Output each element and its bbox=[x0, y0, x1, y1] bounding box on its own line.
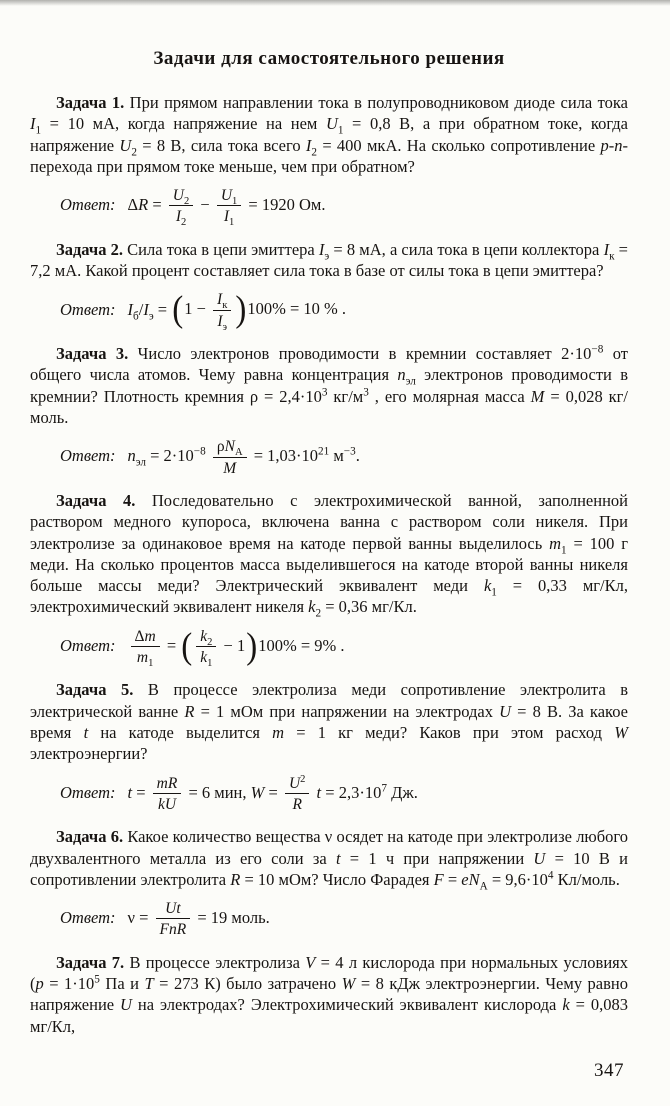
big-parenthesis: ( bbox=[181, 626, 193, 667]
fraction bbox=[131, 627, 160, 670]
problems-list bbox=[30, 92, 628, 1037]
problem-label: Задача 6. bbox=[56, 827, 124, 847]
problem-answer bbox=[60, 626, 628, 670]
answer-text: $I_б/I_э$ = bbox=[127, 299, 172, 322]
answer-text: = 1920 Ом. bbox=[244, 195, 326, 215]
answer-text: ΔR = bbox=[127, 195, 166, 215]
fraction bbox=[285, 775, 309, 814]
fraction-denominator: $k_1$ bbox=[200, 649, 213, 670]
fraction-denominator: M bbox=[223, 459, 237, 477]
fraction-denominator: $I_э$ bbox=[217, 312, 228, 333]
page-title: Задачи для самостоятельного решения bbox=[153, 48, 505, 69]
fraction-numerator: $I_к$ bbox=[213, 291, 231, 310]
problem-label: Задача 3. bbox=[56, 344, 129, 364]
problem-answer bbox=[60, 775, 628, 814]
big-parenthesis: ) bbox=[235, 290, 247, 331]
answer-text: = 6 мин, W = bbox=[184, 782, 282, 802]
fraction-denominator: R bbox=[292, 795, 302, 813]
answer-label: Ответ: bbox=[60, 195, 116, 215]
fraction-numerator: $U_2$ bbox=[169, 187, 193, 206]
fraction-numerator: $k_2$ bbox=[196, 628, 216, 647]
answer-text: t = bbox=[127, 782, 150, 802]
problem-answer bbox=[60, 290, 628, 333]
answer-text: − 1 bbox=[219, 635, 246, 655]
problem-text: Задача 4. Последовательно с электрохимической ванной, заполненной раствором медного купороса, включена ванна с раствором соли никеля. При электролизе за одинаковое время на катоде первой ванны выделилось $m_1 = 100$ г меди. На сколько процентов масса выделившегося на катоде второй ванны никеля больше массы меди? Электрический эквивалент меди $k_1 = 0,33$ мг/Кл, электрохимический эквивалент никеля $k_2 = 0,36$ мг/Кл. bbox=[30, 490, 628, 620]
fraction bbox=[153, 775, 182, 814]
problem-label: Задача 1. bbox=[56, 93, 125, 112]
problem-text: Задача 7. В процессе электролиза V = 4 л кислорода при нормальных условиях ($p = 1\cdot 10^5$ Па и T = 273 К) было затрачено W = 8 кДж электроэнергии. Чему равно напряжение U на электродах? Электрохимический эквивалент кислорода k = 0,083 мг/Кл, bbox=[30, 952, 629, 1036]
problem-text: Задача 5. В процессе электролиза меди сопротивление электролита в электрической ванне R = 1 мОм при напряжении на электродах U = 8 В. За какое время t на катоде выделится m = 1 кг меди? Каков при этом расход W электроэнергии? bbox=[30, 680, 628, 764]
problem-answer bbox=[60, 900, 628, 939]
answer-label: Ответ: bbox=[60, 299, 116, 319]
answer-text: 100% = 10 % . bbox=[247, 299, 346, 319]
fraction bbox=[196, 627, 216, 670]
answer-text: 1 − bbox=[184, 299, 211, 319]
answer-text: ν = bbox=[127, 908, 153, 928]
answer-label: Ответ: bbox=[60, 635, 116, 655]
fraction bbox=[169, 187, 193, 229]
answer-text: $t = 2,3\cdot 10^7$ Дж. bbox=[316, 782, 418, 802]
problem-text: Задача 1. При прямом направлении тока в полупроводниковом диоде сила тока $I_1 = 10$ мА, когда напряжение на нем $U_1 = 0,8$ В, а при обратном токе, когда напряжение $U_2 = 8$ В, сила тока всего $I_2 = 400$ мкА. На сколько сопротивление p-n-перехода при прямом токе меньше, чем при обратном? bbox=[30, 93, 629, 176]
answer-label: Ответ: bbox=[60, 908, 116, 928]
fraction bbox=[213, 438, 247, 477]
problem-label: Задача 4. bbox=[56, 490, 136, 510]
answer-label: Ответ: bbox=[60, 446, 116, 466]
answer-text: − bbox=[196, 195, 214, 215]
fraction-denominator: kU bbox=[157, 795, 177, 813]
problem-text: Задача 3. Число электронов проводимости в кремнии составляет $2\cdot 10^{-8}$ от общего числа атомов. Чему равна концентрация $n_{эл}$ электронов проводимости в кремнии? Плотность кремния $\rho = 2,4\cdot 10^3$ $кг/м^3$ , его молярная масса M = 0,028 кг/моль. bbox=[30, 343, 629, 427]
fraction-denominator: $I_1$ bbox=[223, 208, 235, 229]
fraction-numerator: Δm bbox=[131, 628, 160, 647]
problem-label: Задача 2. bbox=[56, 239, 123, 259]
fraction-numerator: $U_1$ bbox=[217, 187, 241, 206]
fraction bbox=[217, 187, 241, 229]
fraction-numerator: Ut bbox=[156, 900, 191, 919]
answer-text: = $1,03\cdot 10^{21}$ $м^{-3}$. bbox=[249, 445, 360, 466]
problem-answer bbox=[60, 438, 628, 477]
problem-text: Задача 6. Какое количество вещества ν осядет на катоде при электролизе любого двухвалентного металла из его соли за t = 1 ч при напряжении U = 10 В и сопротивлении электролита R = 10 мОм? Число Фарадея $F = eN_А = 9,6\cdot 10^4$ Кл/моль. bbox=[30, 827, 629, 893]
problem-answer bbox=[60, 187, 628, 229]
fraction-denominator: $m_1$ bbox=[136, 649, 154, 670]
fraction bbox=[213, 291, 231, 333]
big-parenthesis: ( bbox=[172, 290, 184, 331]
answer-label: Ответ: bbox=[60, 782, 116, 802]
answer-text: = bbox=[162, 635, 181, 655]
answer-text: $n_{эл} = 2\cdot 10^{-8}$ bbox=[127, 445, 206, 469]
fraction-numerator: $U^2$ bbox=[285, 775, 309, 794]
problem-label: Задача 7. bbox=[56, 952, 125, 972]
fraction bbox=[156, 900, 191, 939]
problem-text: Задача 2. Сила тока в цепи эмиттера $I_э = 8$ мА, а сила тока в цепи коллектора $I_к = 7,2$ мА. Какой процент составляет сила тока в базе от силы тока в цепи эмиттера? bbox=[30, 239, 628, 281]
fraction-numerator: $\rho N_А$ bbox=[213, 438, 247, 457]
problem-label: Задача 5. bbox=[56, 680, 134, 700]
big-parenthesis: ) bbox=[246, 626, 258, 667]
answer-text: = 19 моль. bbox=[193, 908, 270, 928]
answer-text: 100% = 9% . bbox=[258, 635, 345, 655]
fraction-denominator: $I_2$ bbox=[175, 208, 187, 229]
fraction-numerator: mR bbox=[153, 775, 182, 794]
page-number: 347 bbox=[594, 1060, 624, 1081]
fraction-denominator: FnR bbox=[159, 921, 187, 939]
